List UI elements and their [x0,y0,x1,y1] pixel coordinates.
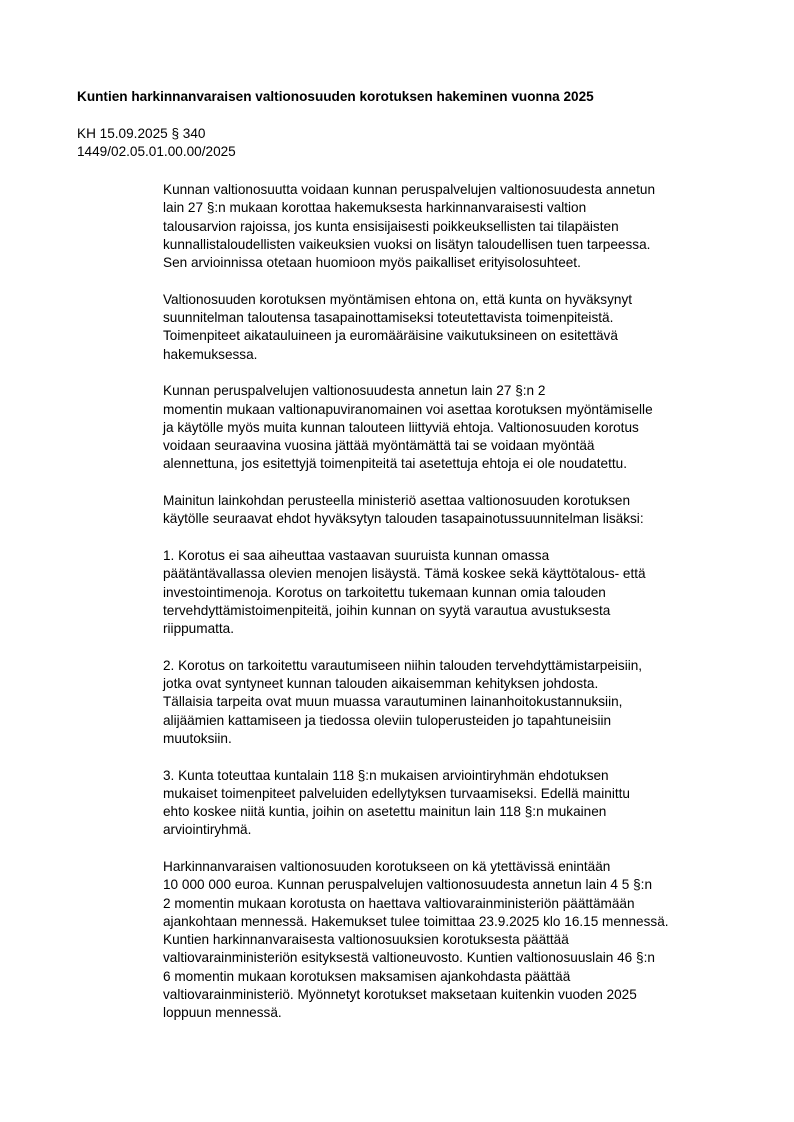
text-line: Valtionosuuden korotuksen myöntämisen ehtona on, että kunta on hyväksynyt [163,291,633,307]
text-line: ehto koskee niitä kuntia, joihin on asetettu mainitun lain 118 §:n mukainen [163,804,607,820]
text-line: momentin mukaan valtionapuviranomainen voi asettaa korotuksen myöntämiselle [163,401,653,417]
text-line: lain 27 §:n mukaan korottaa hakemuksesta harkinnanvaraisesti valtion [163,200,587,216]
text-line: 1. Korotus ei saa aiheuttaa vastaavan suuruista kunnan omassa [163,547,550,563]
text-line: jotka ovat syntyneet kunnan talouden aikaisemman kehityksen johdosta. [163,676,599,692]
text-line: Sen arvioinnissa otetaan huomioon myös paikalliset erityisolosuhteet. [163,255,581,271]
text-line: Toimenpiteet aikatauluineen ja euromääräisine vaikutuksineen on esitettävä [163,328,618,344]
text-line: ajankohtaan mennessä. Hakemukset tulee toimittaa 23.9.2025 klo 16.15 mennessä. [163,913,669,929]
text-line: Harkinnanvaraisen valtionosuuden korotukseen on kä ytettävissä enintään [163,858,611,874]
case-number: 1449/02.05.01.00.00/2025 [77,144,236,159]
text-line: Tällaisia tarpeita ovat muun muassa varautuminen lainanhoitokustannuksiin, [163,694,623,710]
paragraph-2 [163,291,723,364]
text-line: hakemuksessa. [163,346,258,362]
text-line: mukaiset toimenpiteet palveluiden edellytyksen turvaamiseksi. Edellä mainittu [163,785,630,801]
text-line: Mainitun lainkohdan perusteella ministeriö asettaa valtionosuuden korotuksen [163,493,631,509]
text-line: suunnitelman taloutensa tasapainottamiseksi toteutettavista toimenpiteistä. [163,310,614,326]
text-line: loppuun mennessä. [163,1005,282,1021]
meeting-reference: KH 15.09.2025 § 340 [77,126,206,141]
text-line: valtiovarainministeriö. Myönnetyt korotukset maksetaan kuitenkin vuoden 2025 [163,987,637,1003]
text-line: alijäämien kattamiseen ja tiedossa oleviin tuloperusteiden jo tapahtuneisiin [163,712,612,728]
text-line: 2. Korotus on tarkoitettu varautumiseen niihin talouden tervehdyttämistarpeisiin, [163,657,643,673]
text-line: alennettuna, jos esitettyjä toimenpiteitä tai asetettuja ehtoja ei ole noudatettu. [163,456,628,472]
text-line: muutoksiin. [163,730,232,746]
condition-1 [163,547,723,638]
paragraph-final [163,858,723,1023]
condition-2 [163,657,723,748]
paragraph-3 [163,382,723,473]
condition-3 [163,767,723,840]
document-meta [77,125,236,161]
text-line: Kunnan peruspalvelujen valtionosuudesta annetun lain 27 §:n 2 [163,383,546,399]
text-line: talousarvion rajoissa, jos kunta ensisijaisesti poikkeuksellisten tai tilapäisten [163,218,619,234]
text-line: 6 momentin mukaan korotuksen maksamisen ajankohdasta päättää [163,968,571,984]
text-line: Kunnan valtionosuutta voidaan kunnan peruspalvelujen valtionosuudesta annetun [163,182,656,197]
text-line: Kuntien harkinnanvaraisesta valtionosuuksien korotuksesta päättää [163,932,569,948]
text-line: arviointiryhmä. [163,822,252,838]
text-line: 10 000 000 euroa. Kunnan peruspalvelujen valtionosuudesta annetun lain 4 5 §:n [163,877,653,893]
paragraph-4 [163,492,723,529]
text-line: valtiovarainministeriön esityksestä valtioneuvosto. Kuntien valtionosuuslain 46 §:n [163,950,655,966]
text-line: päätäntävallassa olevien menojen lisäystä. Tämä koskee sekä käyttötalous- että [163,566,646,582]
paragraph-1 [163,181,723,272]
text-line: käytölle seuraavat ehdot hyväksytyn talouden tasapainotussuunnitelman lisäksi: [163,511,644,527]
text-line: 2 momentin mukaan korotusta on haettava valtiovarainministeriön päättämään [163,895,635,911]
text-line: tervehdyttämistoimenpiteitä, joihin kunnan on syytä varautua avustuksesta [163,602,611,618]
text-line: voidaan seuraavina vuosina jättää myöntämättä tai se voidaan myöntää [163,438,595,454]
text-line: kunnallistaloudellisten vaikeuksien vuoksi on lisätyn taloudellisen tuen tarpeessa. [163,236,651,252]
text-line: 3. Kunta toteuttaa kuntalain 118 §:n mukaisen arviointiryhmän ehdotuksen [163,767,609,783]
text-line: riippumatta. [163,621,235,637]
document-body [163,181,723,1041]
document-title: Kuntien harkinnanvaraisen valtionosuuden korotuksen hakeminen vuonna 2025 [77,89,594,104]
text-line: ja käytölle myös muita kunnan talouteen liittyviä ehtoja. Valtionosuuden korotus [163,419,639,435]
text-line: investointimenoja. Korotus on tarkoitettu tukemaan kunnan omia talouden [163,584,606,600]
